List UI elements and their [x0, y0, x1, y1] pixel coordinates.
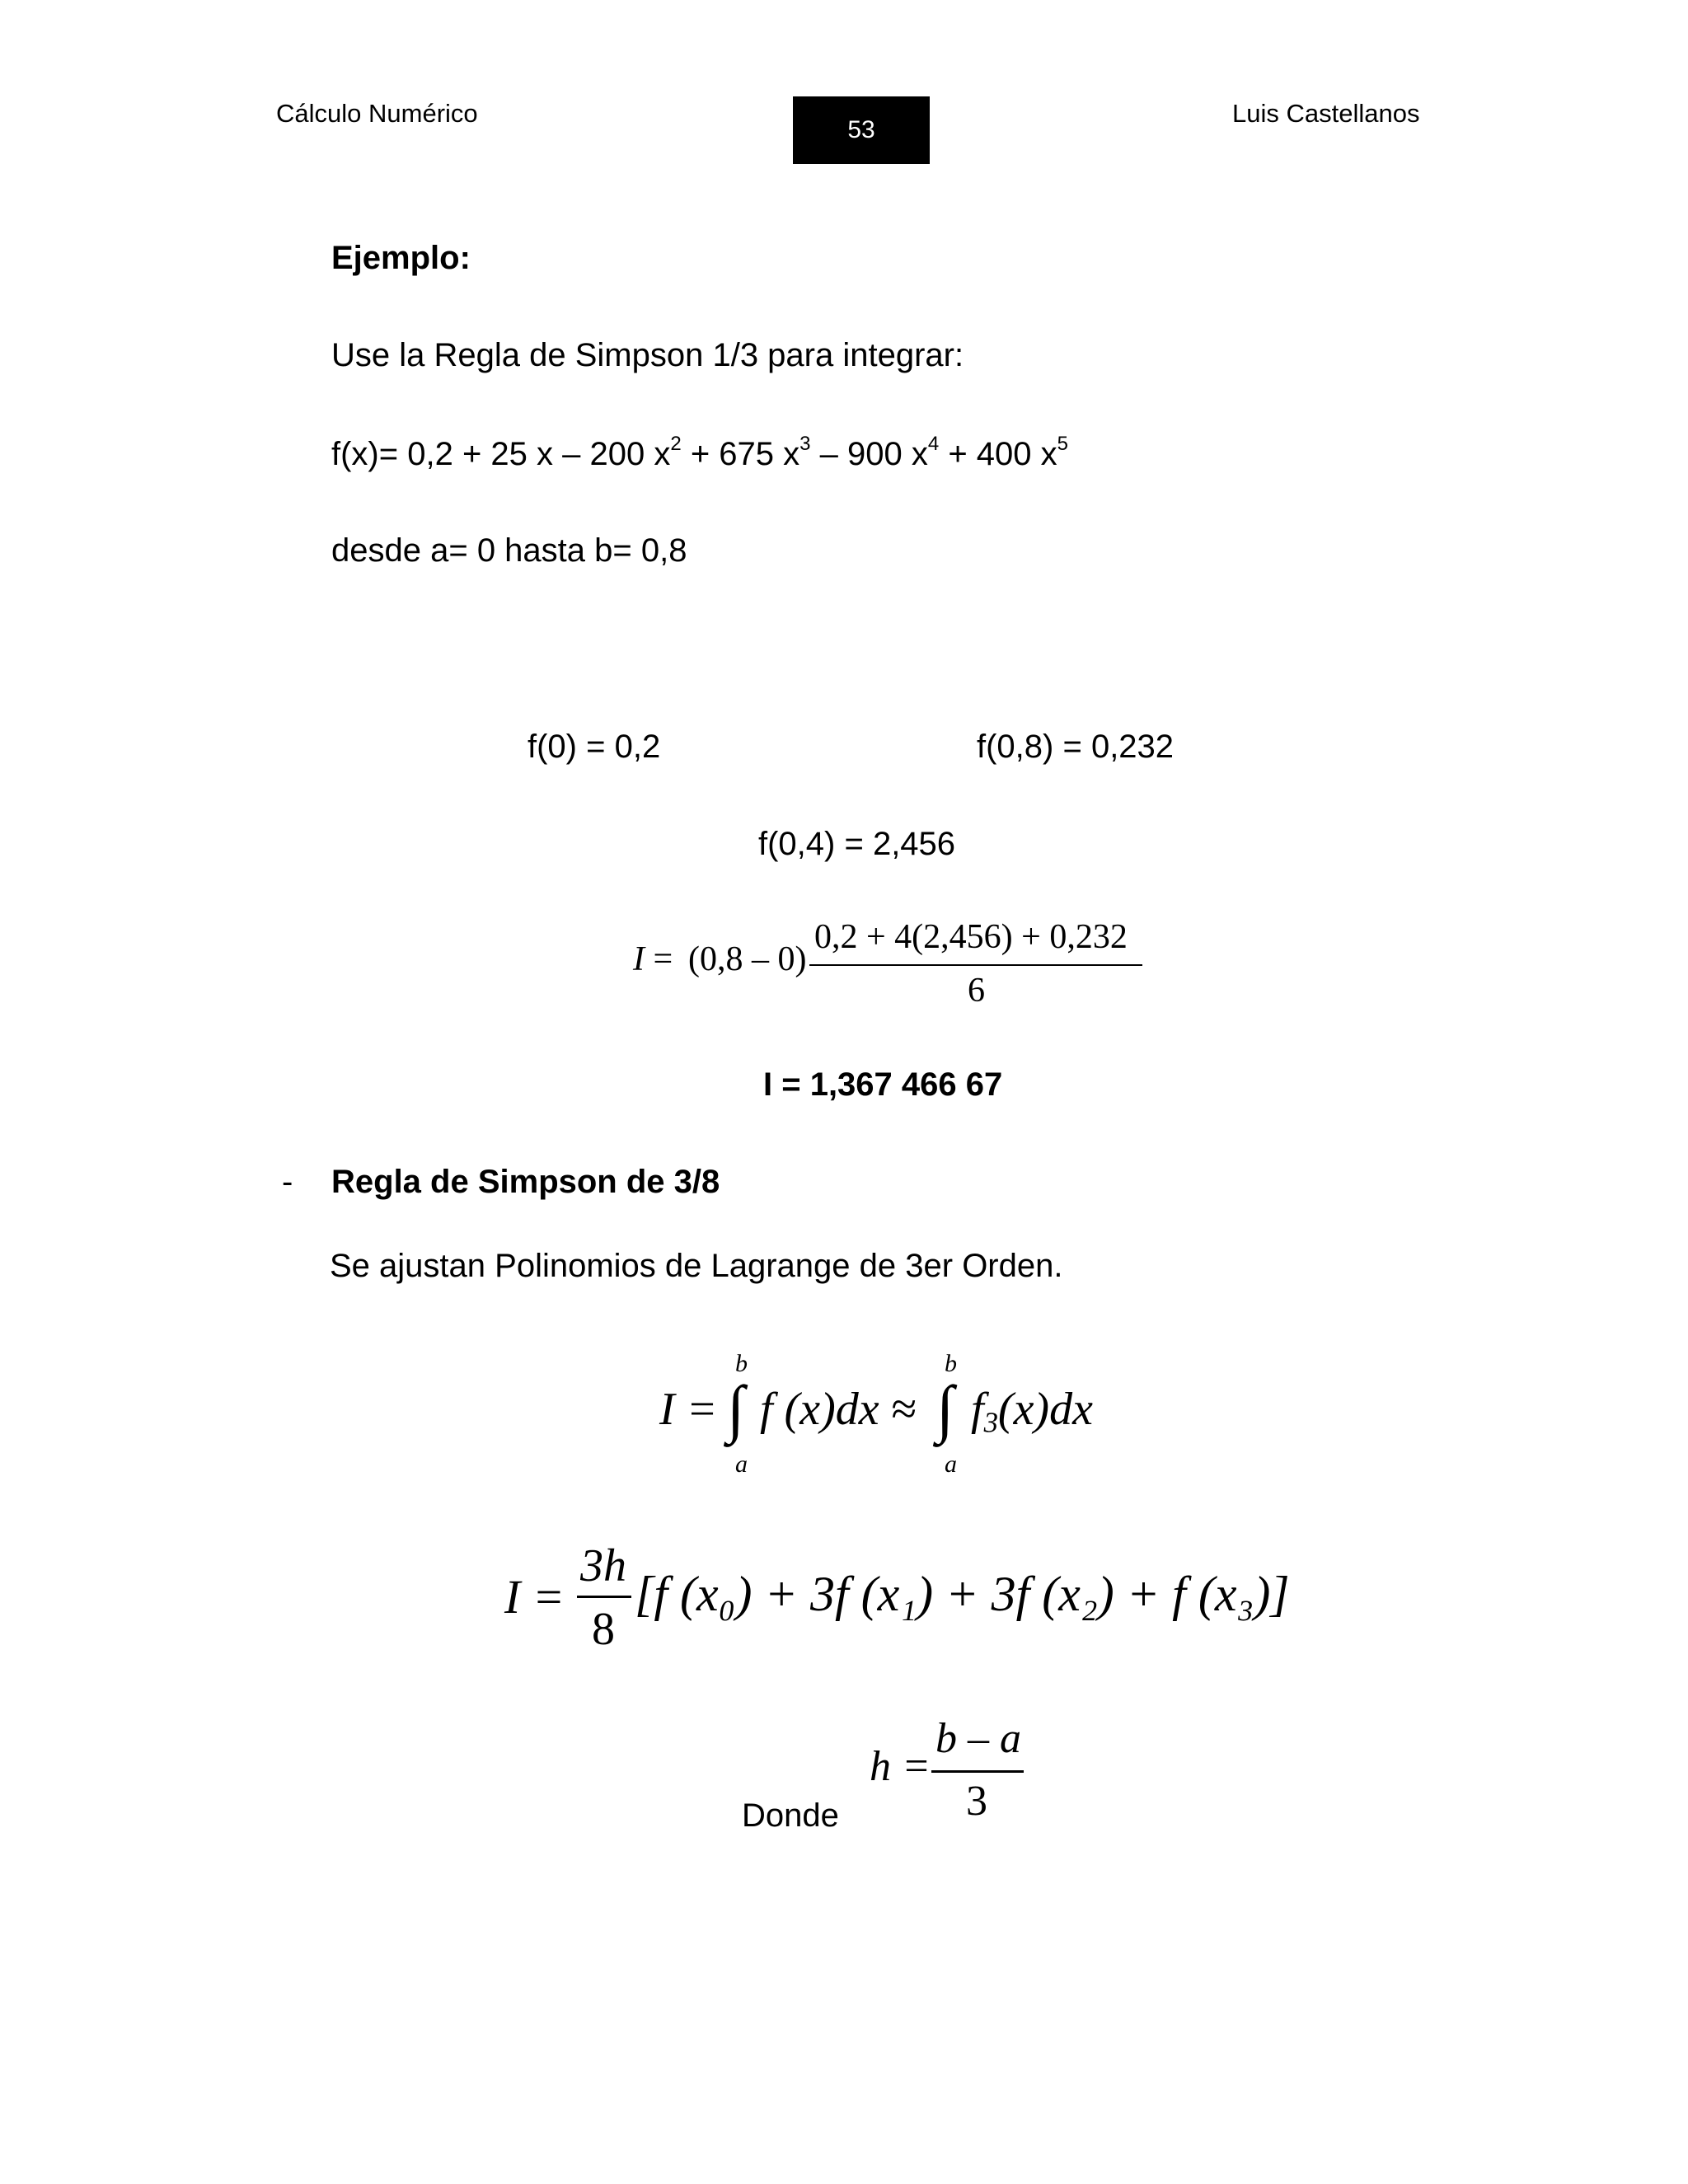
header-author: Luis Castellanos — [1232, 99, 1420, 128]
integral-lower-limit-2: a — [945, 1451, 957, 1478]
integral-lower-limit-1: a — [735, 1451, 748, 1478]
integral-lhs: I = — [659, 1384, 718, 1435]
bullet-dash: - — [282, 1164, 293, 1200]
integral-upper-limit-2: b — [945, 1350, 957, 1377]
simpson38-bracket: [f (x₀) + 3f (x₁) + 3f (x₂) + f (x₃)] — [635, 1567, 1290, 1621]
formula-factor: (0,8 – 0) — [688, 940, 807, 978]
formula-fraction-bar — [809, 964, 1142, 966]
exponent-3: 3 — [799, 433, 811, 455]
simpson38-numerator: 3h — [580, 1540, 626, 1591]
function-term-4: + 400 x — [939, 436, 1057, 472]
exponent-2: 2 — [670, 433, 682, 455]
integration-interval: desde a= 0 hasta b= 0,8 — [331, 532, 687, 569]
h-fraction-bar — [931, 1770, 1024, 1773]
f-at-0: f(0) = 0,2 — [528, 729, 661, 765]
h-lhs: h = — [870, 1743, 931, 1790]
integrand-approx: $f_3(x)dx$ — [971, 1384, 1093, 1439]
simpson38-lhs: I = — [504, 1570, 565, 1624]
h-numerator: b – a — [935, 1715, 1021, 1762]
function-definition — [331, 433, 1068, 476]
integral-sign-1: ∫ — [727, 1372, 745, 1444]
f-at-0-4: f(0,4) = 2,456 — [758, 826, 956, 862]
simpson38-denominator: 8 — [592, 1604, 615, 1655]
example-result: I = 1,367 466 67 — [763, 1066, 1003, 1103]
integral-sign-2: ∫ — [936, 1372, 954, 1444]
example-instruction: Use la Regla de Simpson 1/3 para integrar: — [331, 337, 964, 373]
formula-denominator: 6 — [968, 972, 985, 1010]
section-description: Se ajustan Polinomios de Lagrange de 3er Orden. — [330, 1248, 1063, 1284]
h-denominator: 3 — [966, 1778, 987, 1825]
function-term-1: f(x)= 0,2 + 25 x – 200 x — [331, 436, 671, 472]
integrand-exact: f (x)dx ≈ — [760, 1384, 917, 1435]
integral-upper-limit-1: b — [735, 1350, 748, 1377]
header-course-title: Cálculo Numérico — [276, 99, 478, 128]
function-term-2: + 675 x — [681, 436, 800, 472]
f-at-0-8: f(0,8) = 0,232 — [977, 729, 1175, 765]
where-label: Donde — [742, 1797, 839, 1834]
page-number-badge: 53 — [793, 96, 930, 164]
function-term-3: – 900 x — [810, 436, 928, 472]
formula-numerator: 0,2 + 4(2,456) + 0,232 — [814, 918, 1128, 956]
exponent-4: 4 — [927, 433, 940, 455]
example-heading: Ejemplo: — [331, 240, 471, 276]
formula-lhs: I = — [633, 940, 673, 978]
exponent-5: 5 — [1057, 433, 1068, 455]
section-heading: Regla de Simpson de 3/8 — [331, 1164, 720, 1200]
simpson38-fraction-bar — [577, 1596, 631, 1598]
